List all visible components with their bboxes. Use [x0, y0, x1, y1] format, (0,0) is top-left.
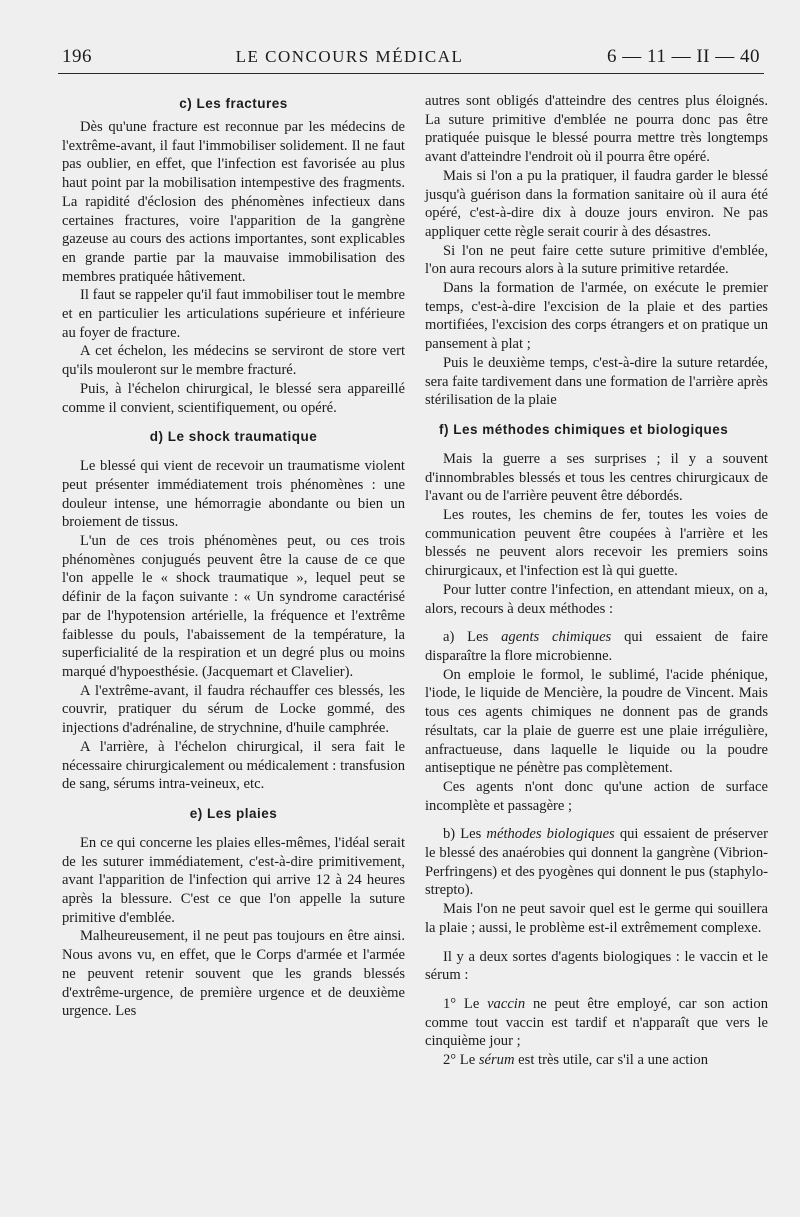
- paragraph: [425, 1051, 768, 1070]
- italic-term: vaccin: [487, 995, 526, 1012]
- page-number: 196: [62, 46, 92, 67]
- paragraph: Dans la formation de l'armée, on exécute le premier temps, c'est-à-dire l'excision de la plaie et des parties mortifiées, l'excision des corps étrangers et on pratique un pansement à plat ;: [425, 280, 768, 353]
- paragraph: Il y a deux sortes d'agents biologiques : le vaccin et le sérum :: [425, 948, 768, 984]
- spacer: [425, 938, 768, 948]
- italic-term: méthodes biologiques: [486, 826, 615, 843]
- spacer: [425, 985, 768, 995]
- paragraph: En ce qui concerne les plaies elles-mêmes, l'idéal serait de les suturer immédiatement, c'est-à-dire primitivement, avant l'apparition de l'infection qui arrive 12 à 24 heures après la blessure. C'est ce que l'on appelle la suture primitive d'emblée.: [62, 834, 405, 926]
- text-run: qui essaient de préserver le blessé des anaérobies qui donnent la gangrène (Vibrion-Perfringens) et des pyogènes qui donnent le pus (staphylo-strepto).: [425, 826, 769, 899]
- section-heading-fractures: c) Les fractures: [179, 95, 288, 111]
- text-run: a) Les: [443, 629, 502, 646]
- paragraph: Mais la guerre a ses surprises ; il y a souvent d'innombrables blessés et tous les centres chirurgicaux de l'avant ou de l'arrière peuvent être débordés.: [425, 450, 768, 505]
- section-f-heading-wrap: [425, 410, 768, 450]
- italic-term: agents chimiques: [501, 629, 612, 646]
- paragraph: Puis, à l'échelon chirurgical, le blessé sera appareillé comme il convient, scientifiquement, ou opéré.: [62, 380, 405, 416]
- section-d-heading-wrap: [62, 417, 405, 457]
- paragraph: autres sont obligés d'atteindre des centres plus éloignés. La suture primitive d'emblée ne pourra donc pas être pratiquée puisque le blessé pourra mettre très longtemps avant d'atteindre l'endroit où il pourra être opéré.: [425, 93, 768, 166]
- journal-title: LE CONCOURS MÉDICAL: [235, 47, 464, 66]
- paragraph: A l'arrière, à l'échelon chirurgical, il sera fait le nécessaire chirurgicalement ou médicalement : transfusion de sang, sérums intra-veineux, etc.: [62, 738, 405, 793]
- paragraph: Ces agents n'ont donc qu'une action de surface incomplète et passagère ;: [425, 778, 768, 814]
- section-e-heading-wrap: [62, 794, 405, 834]
- paragraph: Pour lutter contre l'infection, en attendant mieux, on a, alors, recours à deux méthodes :: [425, 581, 768, 617]
- paragraph: Puis le deuxième temps, c'est-à-dire la suture retardée, sera faite tardivement dans une formation de l'arrière après stérilisation de la plaie: [425, 354, 768, 409]
- text-run: est très utile, car s'il a une action: [514, 1052, 709, 1069]
- spacer: [425, 618, 768, 628]
- running-header: [62, 44, 760, 70]
- paragraph: [425, 825, 768, 900]
- text-run: qui essaient de faire disparaître la flore microbienne.: [425, 629, 768, 664]
- header-rule: [58, 73, 764, 74]
- paragraph: Dès qu'une fracture est reconnue par les médecins de l'extrême-avant, il faut l'immobiliser solidement. Il ne faut pas oublier, en effet, que l'infection est favorisée au plus haut point par la mobilisation intempestive des fragments. La rapidité d'éclosion des phénomènes infectieux dans certaines fractures, voire l'apparition de la gangrène gazeuse au cours des actions importantes, sont explicables en grande partie par la mauvaise immobilisation des membres pratiquée hâtivement.: [62, 119, 405, 285]
- text-run: 2° Le: [443, 1052, 479, 1069]
- paragraph: A l'extrême-avant, il faudra réchauffer ces blessés, les couvrir, pratiquer du sérum de Locke gommé, des injections d'adrénaline, de strychnine, d'huile camphrée.: [62, 682, 405, 737]
- paragraph: A cet échelon, les médecins se serviront de store vert qu'ils mouleront sur le membre fracturé.: [62, 343, 405, 379]
- text-run: ne peut être employé, car son action comme tout vaccin est tardif et n'apparaît que vers le cinquième jour ;: [425, 995, 768, 1050]
- paragraph: [425, 628, 768, 665]
- issue-date: 6 — 11 — II — 40: [607, 46, 760, 67]
- paragraph: Il faut se rappeler qu'il faut immobiliser tout le membre et en particulier les articulations supérieure et inférieure au foyer de fracture.: [62, 287, 405, 341]
- paragraph: On emploie le formol, le sublimé, l'acide phénique, l'iode, le liquide de Mencière, la poudre de Vincent. Mais tous ces agents chimiques ne donnent pas de grands résultats, car la plaie de guerre est une plaie irrégulière, anfractueuse, dans laquelle le liquide ou la poudre antiseptique ne pénètre pas complètement.: [425, 666, 768, 777]
- left-column: [62, 90, 405, 1021]
- section-heading-shock: d) Le shock traumatique: [149, 428, 318, 444]
- italic-term: sérum: [478, 1052, 515, 1069]
- section-heading-methodes: f) Les méthodes chimiques et biologiques: [439, 421, 729, 437]
- paragraph: L'un de ces trois phénomènes peut, ou ces trois phénomènes conjugués peuvent être la cause de ce que l'on appelle le « shock traumatique », lequel peut se définir de la façon suivante : « Un syndrome caractérisé par de l'hypotension artérielle, la fréquence et l'extrême faiblesse du pouls, l'abaissement de la température, la superficialité de la respiration et un degré plus ou moins marqué d'hypoesthésie. (Jacquemart et Clavelier).: [62, 533, 405, 680]
- spacer: [425, 815, 768, 825]
- text-run: b) Les: [443, 826, 487, 843]
- text-run: 1° Le: [443, 995, 488, 1012]
- paragraph: Mais l'on ne peut savoir quel est le germe qui souillera la plaie ; aussi, le problème est-il extrêmement complexe.: [425, 901, 768, 936]
- paragraph: Mais si l'on a pu la pratiquer, il faudra garder le blessé jusqu'à guérison dans la formation sanitaire où il aura été opéré, c'est-à-dire dix à douze jours environ. Ne pas appliquer cette règle serait courir à des désastres.: [425, 167, 768, 240]
- section-c-heading-wrap: [62, 90, 405, 118]
- paragraph: [425, 995, 768, 1051]
- section-heading-plaies: e) Les plaies: [189, 805, 278, 821]
- right-column: [425, 92, 768, 1070]
- paragraph: Les routes, les chemins de fer, toutes les voies de communication peuvent être coupées à l'arrière et les blessés ne peuvent alors recevoir les premiers soins chirurgicaux, et l'infection est là qui guette.: [425, 507, 768, 580]
- paragraph: Si l'on ne peut faire cette suture primitive d'emblée, l'on aura recours alors à la suture primitive retardée.: [425, 242, 768, 278]
- paragraph: Le blessé qui vient de recevoir un traumatisme violent peut présenter immédiatement trois phénomènes : une douleur intense, une hémorragie abondante ou bien un broiement de tissus.: [62, 458, 405, 531]
- paragraph: Malheureusement, il ne peut pas toujours en être ainsi. Nous avons vu, en effet, que le Corps d'armée et l'armée ne peuvent retenir souvent que les grands blessés d'extrême-urgence, de première urgence et de deuxième urgence. Les: [62, 928, 405, 1020]
